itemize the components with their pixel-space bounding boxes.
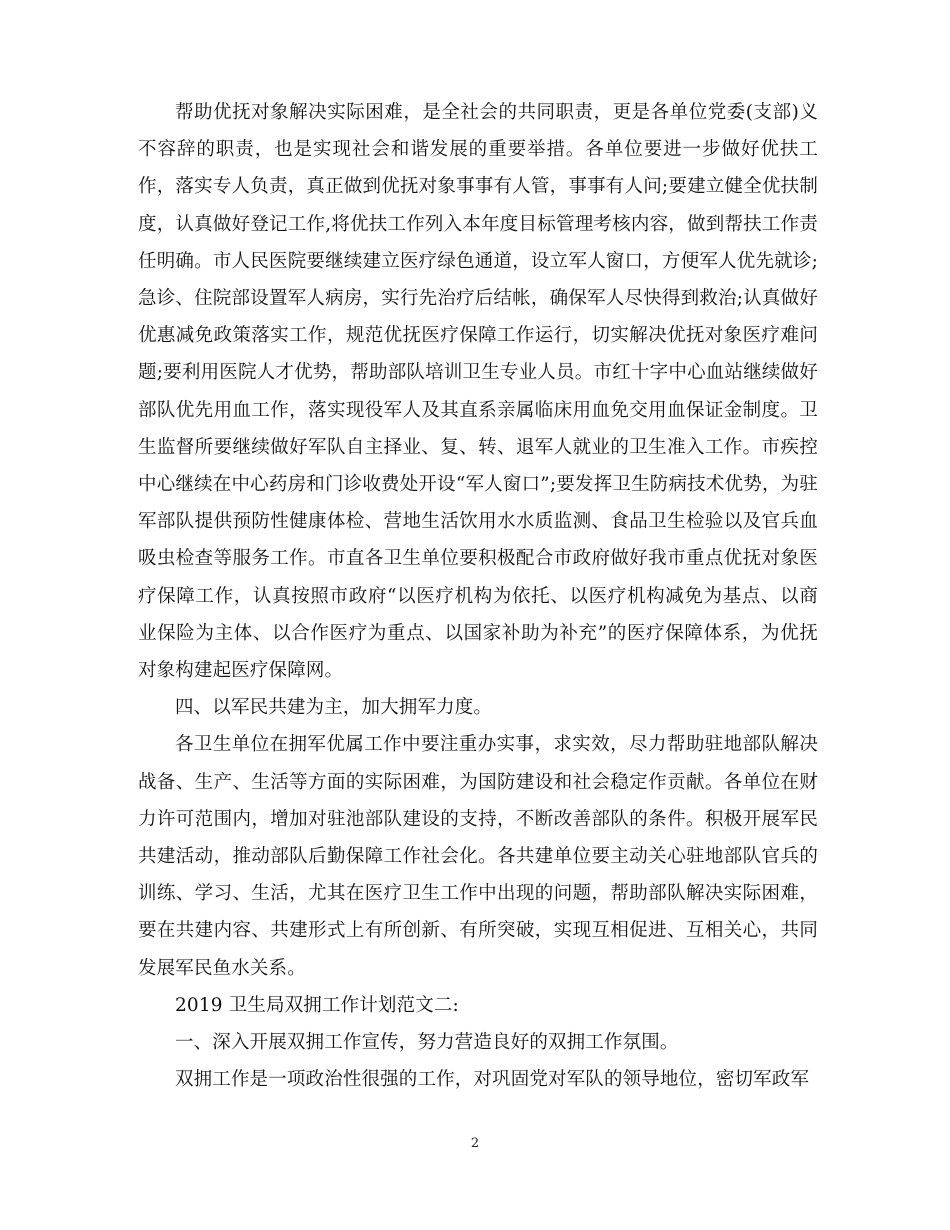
paragraph-joint-building: 各卫生单位在拥军优属工作中要注重办实事，求实效，尽力帮助驻地部队解决战备、生产、生活等方面的实际困难，为国防建设和社会稳定作贡献。各单位在财力许可范围内，增加对驻池部队建设的支持，不断改善部队的条件。积极开展军民共建活动，推动部队后勤保障工作社会化。各共建单位要主动关心驻地部队官兵的训练、学习、生活，尤其在医疗卫生工作中出现的问题，帮助部队解决实际困难，要在共建内容、共建形式上有所创新、有所突破，实现互相促进、互相关心，共同发展军民鱼水关系。 — [138, 734, 818, 979]
section-heading-four: 四、以军民共建为主，加大拥军力度。 — [175, 697, 493, 719]
sample-title-two: 2019 卫生局双拥工作计划范文二: — [175, 994, 459, 1016]
section-heading-one: 一、深入开展双拥工作宣传，努力营造良好的双拥工作氛围。 — [175, 1032, 679, 1054]
paragraph-publicity: 双拥工作是一项政治性很强的工作，对巩固党对军队的领导地位，密切军政军 — [175, 1069, 810, 1091]
document-body — [138, 94, 818, 1098]
page-number: 2 — [470, 1136, 480, 1151]
paragraph-medical-support: 帮助优抚对象解决实际困难，是全社会的共同职责，更是各单位党委(支部)义不容辞的职责，也是实现社会和谐发展的重要举措。各单位要进一步做好优扶工作，落实专人负责，真正做到优抚对象事事有人管，事事有人问;要建立健全优扶制度，认真做好登记工作,将优扶工作列入本年度目标管理考核内容，做到帮扶工作责任明确。市人民医院要继续建立医疗绿色通道，设立军人窗口，方便军人优先就诊;急诊、住院部设置军人病房，实行先治疗后结帐，确保军人尽快得到救治;认真做好优惠减免政策落实工作，规范优抚医疗保障工作运行，切实解决优抚对象医疗难问题;要利用医院人才优势，帮助部队培训卫生专业人员。市红十字中心血站继续做好部队优先用血工作，落实现役军人及其直系亲属临床用血免交用血保证金制度。卫生监督所要继续做好军队自主择业、复、转、退军人就业的卫生准入工作。市疾控中心继续在中心药房和门诊收费处开设“军人窗口”;要发挥卫生防病技术优势，为驻军部队提供预防性健康体检、营地生活饮用水水质监测、食品卫生检验以及官兵血吸虫检查等服务工作。市直各卫生单位要积极配合市政府做好我市重点优抚对象医疗保障工作，认真按照市政府“以医疗机构为依托、以医疗机构减免为基点、以商业保险为主体、以合作医疗为重点、以国家补助为补充”的医疗保障体系，为优抚对象构建起医疗保障网。 — [138, 102, 818, 682]
